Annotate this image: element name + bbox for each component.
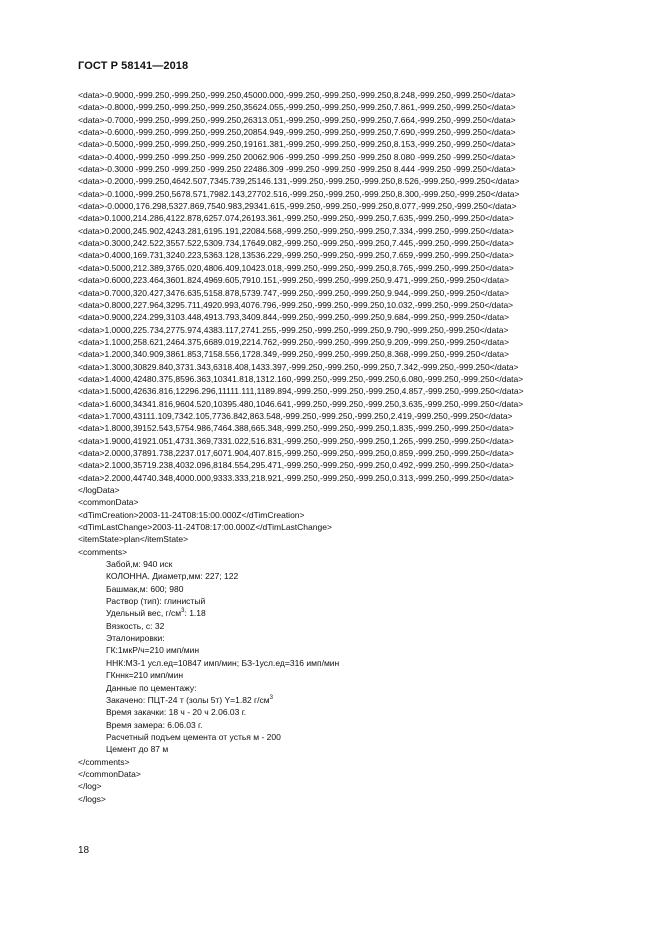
log-data-row: <data>2.2000,44740.348,4000.000,9333.333,218.921,-999.250,-999.250,-999.250,0.313,-999.250,-999.250</data> <box>78 472 514 483</box>
log-data-row: <data>0.9000,224.299,3103.448,4913.793,3409.844,-999.250,-999.250,-999.250,9.684,-999.250,-999.250</data> <box>78 312 510 323</box>
log-data-row: <data>2.0000,37891.738,2237.017,6071.904,407.815,-999.250,-999.250,-999.250,0.859,-999.250,-999.250</data> <box>78 447 514 458</box>
comment-line <box>78 607 638 619</box>
log-data-row: <data>0.5000,212.389,3765.020,4806.409,10423.018,-999.250,-999.250,-999.250,8.765,-999.250,-999.250</data> <box>78 262 514 273</box>
log-data-row: <data>0.8000,227.964,3295.711,4920.993,4076.796,-999.250,-999.250,-999.250,10.032,-999.250,-999.250</data> <box>78 299 514 310</box>
log-data-row: <data>-0.5000,-999.250,-999.250,-999.250,19161.381,-999.250,-999.250,-999.250,8.153,-999.250,-999.250</data> <box>78 139 516 150</box>
comment-line: Время закачки: 18 ч - 20 ч 2.06.03 г. <box>106 707 247 718</box>
log-data-row: <data>1.6000,34341.816,9604.520,10395.480,1046.641,-999.250,-999.250,-999.250,3.635,-999.250,-999.250</data> <box>78 398 524 409</box>
comment-line: Данные по цементажу: <box>106 682 197 693</box>
log-data-row: <data>-0.0000,176.298,5327.869,7540.983,29341.615,-999.250,-999.250,-999.250,8.077,-999.250,-999.250</data> <box>78 201 517 212</box>
comment-line <box>78 694 638 706</box>
log-data-row: <data>-0.4000,-999.250 -999.250 -999.250 20062.906 -999.250 -999.250 -999.250 8.080 -999.250 -999.250</data> <box>78 151 516 162</box>
comment-line: Вязкость, с: 32 <box>106 620 165 631</box>
log-data-row: <data>1.4000,42480.375,8596.363,10341.818,1312.160,-999.250,-999.250,-999.250,6.080,-999.250,-999.250</data> <box>78 373 524 384</box>
logs-close-tag: </logs> <box>78 793 106 804</box>
log-data-row: <data>1.9000,41921.051,4731.369,7331.022,516.831,-999.250,-999.250,-999.250,1.265,-999.250,-999.250</data> <box>78 435 514 446</box>
comment-text: Закачено: ПЦТ-24 т (золы 5т) Y=1.82 г/см <box>106 694 270 705</box>
comment-line: Эталонировки: <box>106 633 165 644</box>
comment-line: ГК:1мкР/ч=210 имп/мин <box>106 645 200 656</box>
comment-text: Удельный вес, г/см <box>106 608 182 619</box>
log-data-row: <data>-0.9000,-999.250,-999.250,-999.250,45000.000,-999.250,-999.250,-999.250,8.248,-999.250,-999.250</data> <box>78 90 516 100</box>
log-data-row: <data>2.1000,35719.238,4032.096,8184.554,295.471,-999.250,-999.250,-999.250,0.492,-999.250,-999.250</data> <box>78 460 514 471</box>
common-data-open-tag: <commonData> <box>78 497 139 508</box>
log-data-row: <data>-0.6000,-999.250,-999.250,-999.250,20854.949,-999.250,-999.250,-999.250,7.690,-999.250,-999.250</data> <box>78 127 516 138</box>
log-data-rows <box>78 89 638 484</box>
comment-line: Время замера: 6.06.03 г. <box>106 719 203 730</box>
log-close-tag: </log> <box>78 781 102 792</box>
xml-listing <box>78 89 638 805</box>
log-data-row: <data>1.2000,340.909,3861.853,7158.556,1728.349,-999.250,-999.250,-999.250,8.368,-999.250,-999.250</data> <box>78 349 510 360</box>
log-data-row: <data>1.8000,39152.543,5754.986,7464.388,665.348,-999.250,-999.250,-999.250,1.835,-999.250,-999.250</data> <box>78 423 514 434</box>
log-data-row: <data>1.5000,42636.816,12296.296,11111.111,1189.894,-999.250,-999.250,-999.250,4.857,-999.250,-999.250</data> <box>78 386 524 397</box>
log-data-row: <data>-0.3000 -999.250 -999.250 -999.250 22486.309 -999.250 -999.250 -999.250 8.444 -999.250 -999.250</data> <box>78 164 516 175</box>
log-data-row: <data>1.7000,43111.109,7342.105,7736.842,863.548,-999.250,-999.250,-999.250,2.419,-999.250,-999.250</data> <box>78 410 513 421</box>
log-data-row: <data>0.2000,245.902,4243.281,6195.191,22084.568,-999.250,-999.250,-999.250,7.334,-999.250,-999.250</data> <box>78 225 514 236</box>
log-data-row: <data>-0.7000,-999.250,-999.250,-999.250,26313.051,-999.250,-999.250,-999.250,7.664,-999.250,-999.250</data> <box>78 114 516 125</box>
comment-line: Забой,м: 940 иск <box>106 559 173 570</box>
common-data-close-tag: </commonData> <box>78 768 141 779</box>
page-number: 18 <box>78 845 90 856</box>
comment-line: ГКннк=210 имп/мин <box>106 670 184 681</box>
superscript: 3 <box>269 695 273 702</box>
log-data-row: <data>-0.1000,-999.250,5678.571,7982.143,27702.516,-999.250,-999.250,-999.250,8.300,-999.250,-999.250</data> <box>78 188 520 199</box>
superscript: 3 <box>181 608 185 615</box>
log-data-row: <data>0.4000,169.731,3240.223,5363.128,13536.229,-999.250,-999.250,-999.250,7.659,-999.250,-999.250</data> <box>78 250 514 261</box>
comment-line: ННК:МЗ-1 усл.ед=10847 имп/мин; БЗ-1усл.ед=316 имп/мин <box>106 657 340 668</box>
comments-open-tag: <comments> <box>78 546 128 557</box>
log-data-close-tag: </logData> <box>78 485 120 495</box>
log-data-row: <data>0.6000,223.464,3601.824,4969.605,7910.151,-999.250,-999.250,-999.250,9.471,-999.250,-999.250</data> <box>78 275 510 286</box>
item-state-line: <itemState>plan</itemState> <box>78 534 189 545</box>
comment-line: Раствор (тип): глинистый <box>106 596 206 607</box>
log-data-row: <data>0.1000,214.286,4122.878,6257.074,26193.361,-999.250,-999.250,-999.250,7.635,-999.250,-999.250</data> <box>78 213 514 224</box>
comment-line: Цемент до 87 м <box>106 744 169 755</box>
log-data-row: <data>0.3000,242.522,3557.522,5309.734,17649.082,-999.250,-999.250,-999.250,7.445,-999.250,-999.250</data> <box>78 238 514 249</box>
log-data-row: <data>1.0000,225.734,2775.974,4383.117,2741.255,-999.250,-999.250,-999.250,9.790,-999.250,-999.250</data> <box>78 324 509 335</box>
dtim-creation-line: <dTimCreation>2003-11-24T08:15:00.000Z</dTimCreation> <box>78 509 305 520</box>
document-header: ГОСТ Р 58141—2018 <box>78 60 189 72</box>
log-data-row: <data>1.1000,258.621,2464.375,6689.019,2214.762,-999.250,-999.250,-999.250,9.209,-999.250,-999.250</data> <box>78 336 510 347</box>
log-data-row: <data>-0.8000,-999.250,-999.250,-999.250,35624.055,-999.250,-999.250,-999.250,7.861,-999.250,-999.250</data> <box>78 102 516 113</box>
comment-line: Расчетный подъем цемента от устья м - 200 <box>106 731 281 742</box>
comments-close-tag: </comments> <box>78 756 130 767</box>
comment-value: : 1.18 <box>184 608 206 619</box>
comment-line: Башмак,м: 600; 980 <box>106 583 184 594</box>
comment-line: КОЛОННА. Диаметр,мм: 227; 122 <box>106 571 239 582</box>
dtim-last-change-line: <dTimLastChange>2003-11-24T08:17:00.000Z</dTimLastChange> <box>78 522 332 533</box>
log-data-row: <data>-0.2000,-999.250,4642.507,7345.739,25146.131,-999.250,-999.250,-999.250,8.526,-999.250,-999.250</data> <box>78 176 520 187</box>
log-data-row: <data>0.7000,320.427,3476.635,5158.878,5739.747,-999.250,-999.250,-999.250,9.944,-999.250,-999.250</data> <box>78 287 510 298</box>
log-data-row: <data>1.3000,30829.840,3731.343,6318.408,1433.397,-999.250,-999.250,-999.250,7.342,-999.250,-999.250</data> <box>78 361 519 372</box>
